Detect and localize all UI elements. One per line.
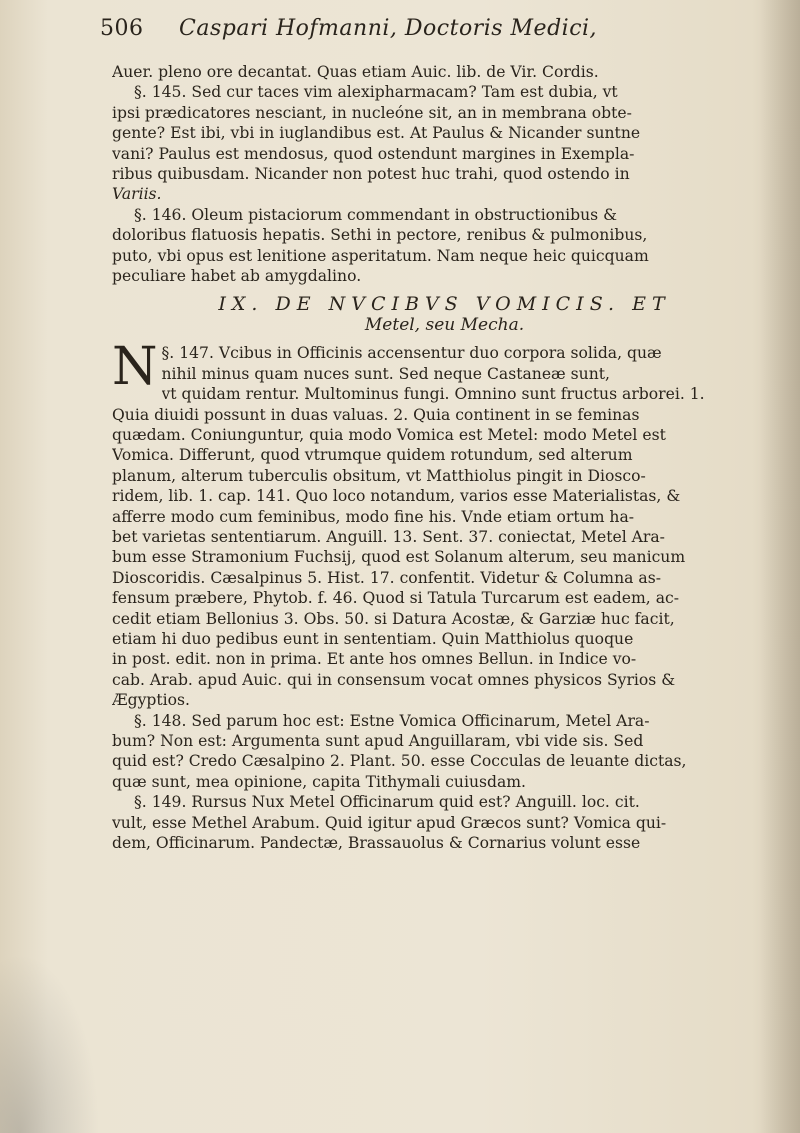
text-line: §. 146. Oleum pistaciorum commendant in obstructionibus & (134, 205, 617, 224)
running-head (100, 16, 720, 41)
text-line: afferre modo cum feminibus, modo fine his. Vnde etiam ortum ha- (112, 507, 635, 526)
text-line: fensum præbere, Phytob. f. 46. Quod si Tatula Turcarum est eadem, ac- (112, 589, 680, 608)
text-line: doloribus flatuosis hepatis. Sethi in pectore, renibus & pulmonibus, (112, 226, 648, 245)
text-line: cab. Arab. apud Auic. qui in consensum vocat omnes physicos Syrios & (112, 670, 676, 689)
text-line: gente? Est ibi, vbi in iuglandibus est. At Paulus & Nicander suntne (112, 124, 641, 143)
text-line: ipsi prædicatores nesciant, in nucleóne sit, an in membrana obte- (112, 103, 632, 122)
running-title: Caspari Hofmanni, Doctoris Medici, (179, 16, 598, 41)
text-line: ridem, lib. 1. cap. 141. Quo loco notandum, varios esse Materialistas, & (112, 487, 681, 506)
text-line: peculiare habet ab amygdalino. (112, 267, 362, 286)
text-line: planum, alterum tuberculis obsitum, vt Matthiolus pingit in Diosco- (112, 466, 646, 485)
text-line: quæ sunt, mea opinione, capita Tithymali cuiusdam. (112, 772, 527, 791)
text-line: Auer. pleno ore decantat. Quas etiam Auic. lib. de Vir. Cordis. (112, 63, 599, 81)
text-line: §. 149. Rursus Nux Metel Officinarum quid est? Anguill. loc. cit. (134, 793, 640, 812)
text-line: etiam hi duo pedibus eunt in sententiam. Quin Matthiolus quoque (112, 629, 634, 648)
drop-cap: N (112, 337, 158, 398)
text-line: quædam. Coniunguntur, quia modo Vomica est Metel: modo Metel est (112, 425, 666, 444)
text-line: bum? Non est: Argumenta sunt apud Anguillaram, vbi vide sis. Sed (112, 732, 644, 750)
text-line: Vomica. Differunt, quod vtrumque quidem rotundum, sed alterum (112, 446, 633, 465)
text-line: Quia diuidi possunt in duas valuas. 2. Quia continent in se feminas (112, 405, 640, 424)
text-line: vult, esse Methel Arabum. Quid igitur apud Græcos sunt? Vomica qui- (112, 813, 667, 832)
text-line: Variis. (112, 185, 162, 204)
text-line: §. 147. Vcibus in Officinis accensentur duo corpora solida, quæ (161, 344, 662, 363)
text-line: in post. edit. non in prima. Et ante hos omnes Bellun. in Indice vo- (112, 650, 637, 669)
text-line: nihil minus quam nuces sunt. Sed neque Castaneæ sunt, (161, 364, 610, 383)
text-line: bet varietas sententiarum. Anguill. 13. Sent. 37. coniectat, Metel Ara- (112, 527, 665, 546)
text-line: §. 145. Sed cur taces vim alexipharmacam? Tam est dubia, vt (134, 83, 618, 102)
section-title: IX. DE NVCIBVS VOMICIS. ET (218, 293, 671, 316)
text-block (112, 62, 777, 853)
section-subtitle: Metel, seu Mecha. (364, 314, 525, 335)
text-line: ribus quibusdam. Nicander non potest huc trahi, quod ostendo in (112, 165, 630, 184)
page-stain (0, 953, 100, 1133)
text-line: quid est? Credo Cæsalpino 2. Plant. 50. esse Cocculas de leuante dictas, (112, 752, 687, 771)
text-line: vani? Paulus est mendosus, quod ostendunt margines in Exempla- (112, 144, 635, 163)
text-line: cedit etiam Bellonius 3. Obs. 50. si Datura Acostæ, & Garziæ huc facit, (112, 609, 675, 628)
text-line: puto, vbi opus est lenitione asperitatum. Nam neque heic quicquam (112, 246, 649, 265)
text-line: Dioscoridis. Cæsalpinus 5. Hist. 17. confentit. Videtur & Columna as- (112, 568, 661, 587)
page-number: 506 (100, 16, 144, 41)
text-line: Ægyptios. (112, 691, 190, 710)
text-line: vt quidam rentur. Multominus fungi. Omnino sunt fructus arborei. 1. (161, 385, 705, 404)
text-line: §. 148. Sed parum hoc est: Estne Vomica Officinarum, Metel Ara- (134, 711, 650, 730)
text-line: dem, Officinarum. Pandectæ, Brassauolus & Cornarius volunt esse (112, 834, 641, 853)
text-line: bum esse Stramonium Fuchsij, quod est Solanum alterum, seu manicum (112, 548, 686, 567)
